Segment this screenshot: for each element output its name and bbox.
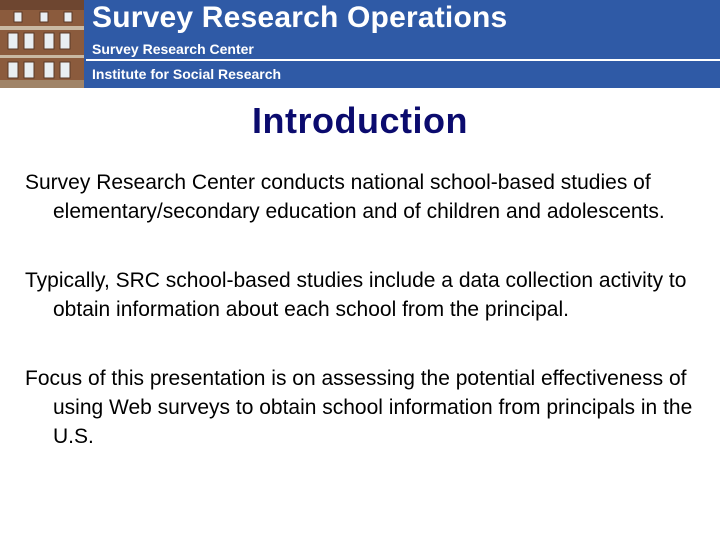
building-photo <box>0 0 84 88</box>
bullet-item: Typically, SRC school-based studies include a data collection activity to obtain information about each school from the principal. <box>25 269 687 321</box>
banner-divider <box>86 59 720 61</box>
bullet-item: Survey Research Center conducts national school-based studies of elementary/secondary education and of children and adolescents. <box>25 171 665 223</box>
banner-title: Survey Research Operations <box>92 1 508 34</box>
banner-subtitle-isr: Institute for Social Research <box>92 66 282 82</box>
bullet-list <box>25 168 695 491</box>
bullet-item: Focus of this presentation is on assessing the potential effectiveness of using Web surveys to obtain school information from principals in the U.S. <box>25 367 693 448</box>
slide-title: Introduction <box>252 100 468 141</box>
banner-subtitle-src: Survey Research Center <box>92 41 254 57</box>
header-banner <box>0 0 720 88</box>
